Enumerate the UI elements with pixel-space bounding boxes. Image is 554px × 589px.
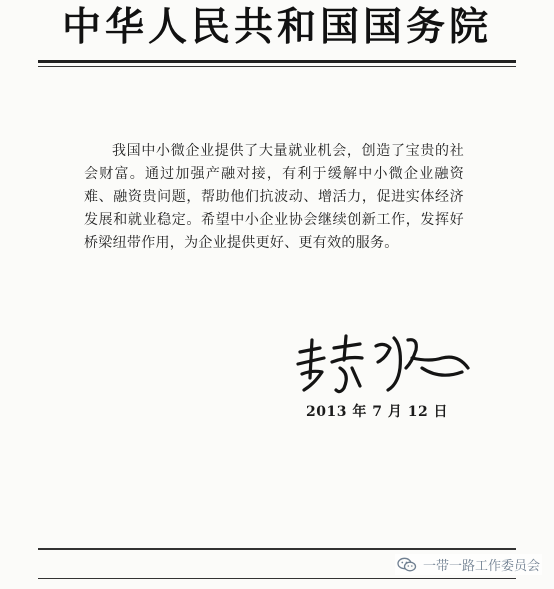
letterhead-rule-top	[38, 60, 516, 63]
letter-paragraph: 我国中小微企业提供了大量就业机会，创造了宝贵的社会财富。通过加强产融对接，有利于缓解中小微企业融资难、融资贵问题，帮助他们抗波动、增活力，促进实体经济发展和就业稳定。希望中小企业协会继续创新工作，发挥好桥梁纽带作用，为企业提供更好、更有效的服务。	[84, 143, 464, 251]
handwritten-signature	[290, 328, 475, 400]
letterhead-rule-bottom	[38, 66, 516, 67]
watermark-label: 一带一路工作委员会	[422, 559, 540, 574]
letter-date: 2013 年 7 月 12 日	[306, 404, 449, 420]
letter-body	[84, 140, 464, 255]
wechat-icon	[397, 557, 417, 573]
footer-rule-bottom	[38, 578, 516, 579]
letterhead-title: 中华人民共和国国务院	[61, 4, 492, 50]
footer-rule-top	[38, 548, 516, 550]
watermark	[395, 554, 542, 575]
